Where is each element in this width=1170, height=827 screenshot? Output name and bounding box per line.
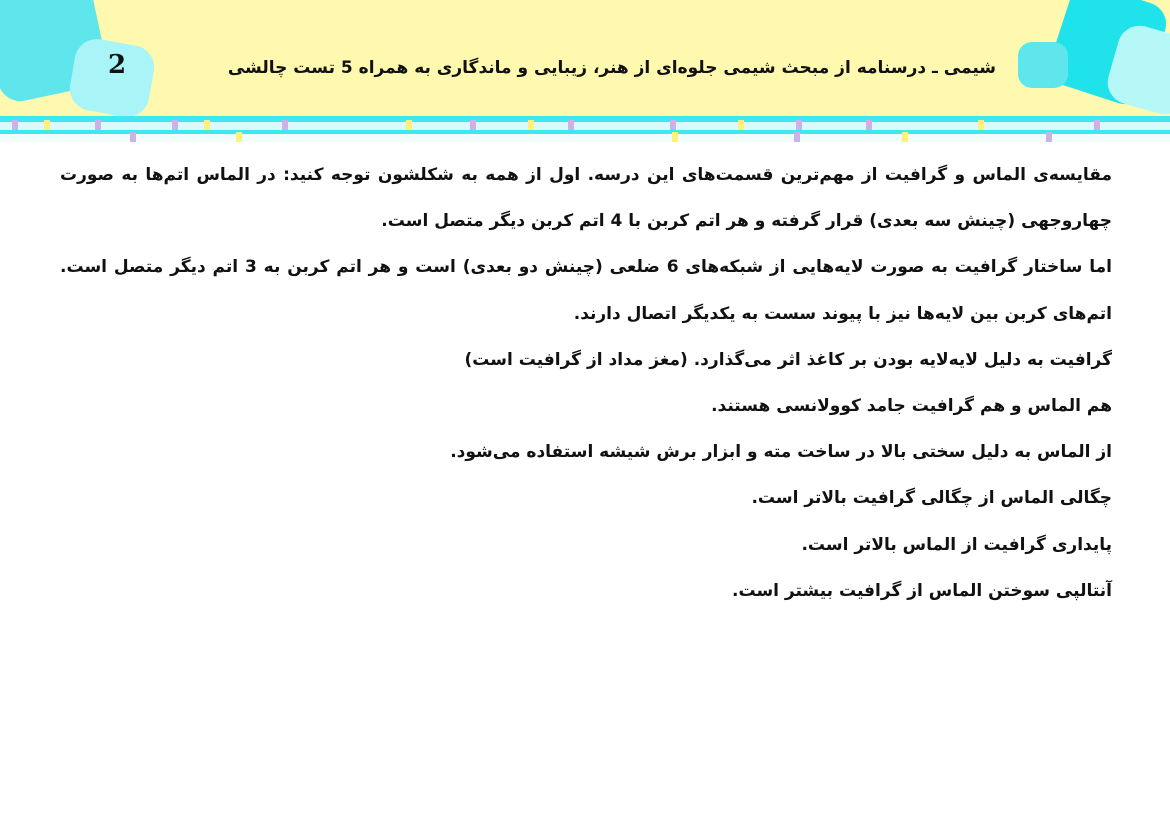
stripe-tick xyxy=(204,120,210,130)
decorative-stripe-band xyxy=(0,116,1170,144)
stripe-tick xyxy=(12,120,18,130)
stripe-tick xyxy=(528,120,534,130)
page-number: 2 xyxy=(107,50,127,80)
stripe-tick xyxy=(866,120,872,130)
stripe-tick xyxy=(1046,132,1052,142)
decorative-square-small-right xyxy=(1018,42,1068,88)
stripe-tick xyxy=(406,120,412,130)
stripe-tick xyxy=(902,132,908,142)
stripe-tick xyxy=(44,120,50,130)
page-header xyxy=(0,0,1170,118)
stripe-tick xyxy=(470,120,476,130)
stripe-tick xyxy=(794,132,800,142)
paragraph-diamond-hardness: از الماس به دلیل سختی بالا در ساخت مته و ابزار برش شیشه استفاده می‌شود. xyxy=(450,442,1112,463)
paragraph-covalent-solids: هم الماس و هم گرافیت جامد کوولانسی هستند. xyxy=(711,396,1112,417)
paragraph-diamond-graphite-comparison: مقایسه‌ی الماس و گرافیت از مهم‌ترین قسمت‌های این درسه. اول از همه به شکلشون توجه کنید: در الماس اتم‌ها به صورت چهاروجهی (چینش سه بعدی) قرار گرفته و هر اتم کربن با 4 اتم کربن دیگر متصل است. xyxy=(60,165,1112,232)
stripe-tick xyxy=(95,120,101,130)
stripe-tick xyxy=(568,120,574,130)
paragraph-stability: پایداری گرافیت از الماس بالاتر است. xyxy=(801,534,1112,555)
paragraph-combustion-enthalpy: آنتالپی سوختن الماس از گرافیت بیشتر است. xyxy=(732,580,1112,601)
stripe-tick xyxy=(738,120,744,130)
stripe-tick xyxy=(282,120,288,130)
stripe-tick xyxy=(236,132,242,142)
stripe-tick xyxy=(172,120,178,130)
stripe-band-bottom xyxy=(0,134,1170,142)
stripe-tick xyxy=(130,132,136,142)
stripe-tick xyxy=(1094,120,1100,130)
stripe-tick xyxy=(978,120,984,130)
paragraph-graphite-on-paper: گرافیت به دلیل لایه‌لایه بودن بر کاغذ اثر می‌گذارد. (مغز مداد از گرافیت است) xyxy=(464,349,1112,370)
page-title: شیمی ـ درسنامه از مبحث شیمی جلوه‌ای از هنر، زیبایی و ماندگاری به همراه 5 تست چالشی xyxy=(227,58,996,78)
lesson-body xyxy=(60,152,1112,614)
stripe-tick xyxy=(672,132,678,142)
stripe-tick xyxy=(670,120,676,130)
paragraph-graphite-structure: اما ساختار گرافیت به صورت لایه‌هایی از شبکه‌های 6 ضلعی (چینش دو بعدی) است و هر اتم کربن به 3 اتم دیگر متصل است. اتم‌های کربن بین لایه‌ها نیز با پیوند سست به یکدیگر اتصال دارند. xyxy=(60,257,1113,324)
stripe-tick xyxy=(796,120,802,130)
paragraph-density: چگالی الماس از چگالی گرافیت بالاتر است. xyxy=(751,488,1112,509)
